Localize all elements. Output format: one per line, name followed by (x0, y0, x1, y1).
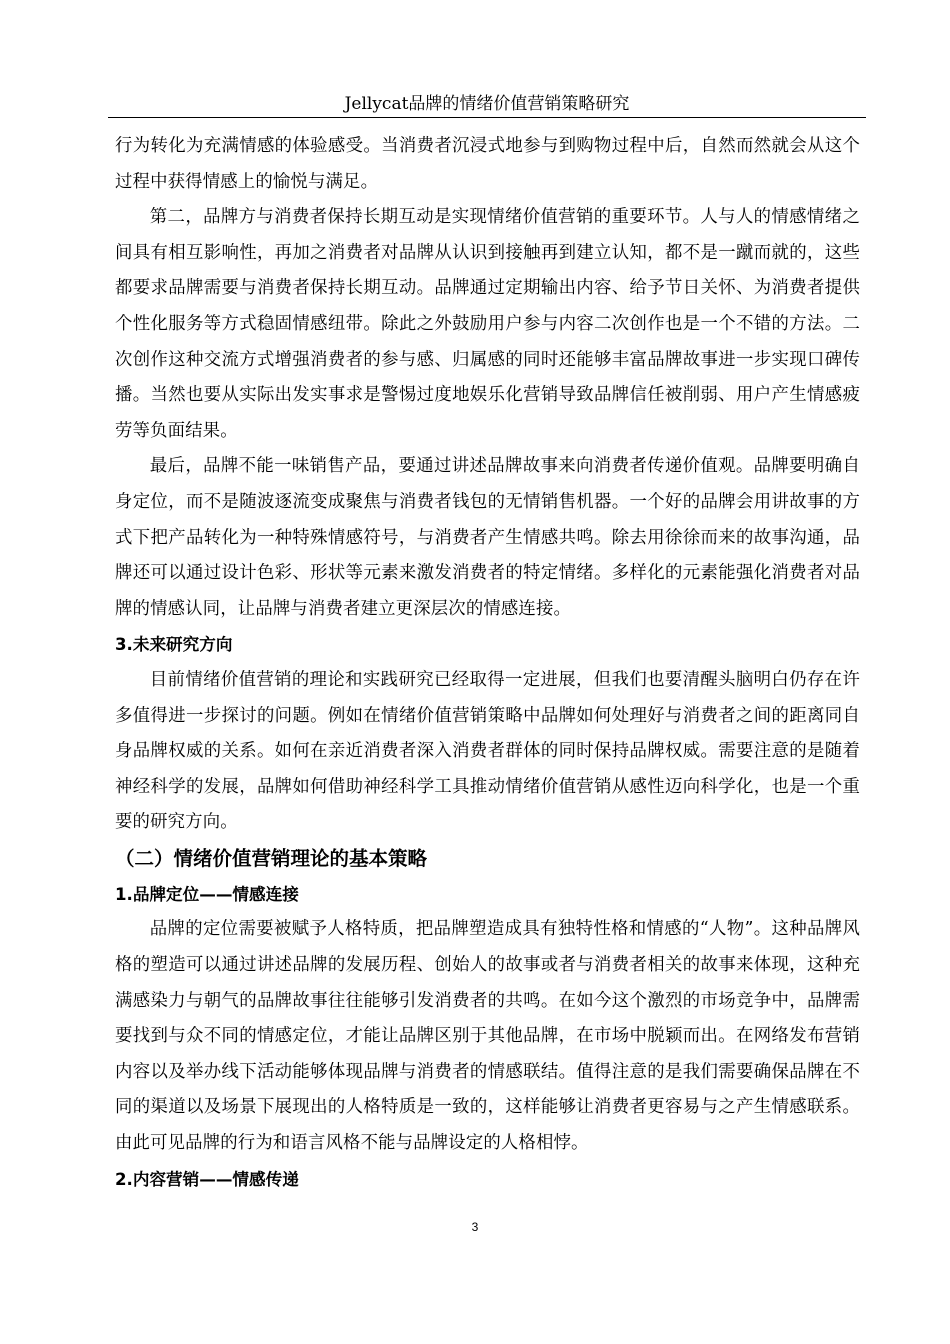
section-heading-basic-strategies: （二）情绪价值营销理论的基本策略 (115, 846, 428, 870)
body-paragraph-continuation: 行为转化为充满情感的体验感受。当消费者沉浸式地参与到购物过程中后，自然而然就会从这个过程中获得情感上的愉悦与满足。 (115, 136, 860, 192)
body-paragraph-brand-story: 最后，品牌不能一味销售产品，要通过讲述品牌故事来向消费者传递价值观。品牌要明确自身定位，而不是随波逐流变成聚焦与消费者钱包的无情销售机器。一个好的品牌会用讲故事的方式下把产品转化为一种特殊情感符号，与消费者产生情感共鸣。除去用徐徐而来的故事沟通，品牌还可以通过设计色彩、形状等元素来激发消费者的特定情绪。多样化的元素能强化消费者对品牌的情感认同，让品牌与消费者建立更深层次的情感连接。 (115, 456, 860, 619)
body-paragraph-long-term-interaction: 第二，品牌方与消费者保持长期互动是实现情绪价值营销的重要环节。人与人的情感情绪之间具有相互影响性，再加之消费者对品牌从认识到接触再到建立认知，都不是一蹴而就的，这些都要求品牌需要与消费者保持长期互动。品牌通过定期输出内容、给予节日关怀、为消费者提供个性化服务等方式稳固情感纽带。除此之外鼓励用户参与内容二次创作也是一个不错的方法。二次创作这种交流方式增强消费者的参与感、归属感的同时还能够丰富品牌故事进一步实现口碑传播。当然也要从实际出发实事求是警惕过度地娱乐化营销导致品牌信任被削弱、用户产生情感疲劳等负面结果。 (115, 207, 860, 441)
subheading-future-research: 3.未来研究方向 (115, 635, 233, 655)
body-paragraph-future-research: 目前情绪价值营销的理论和实践研究已经取得一定进展，但我们也要清醒头脑明白仍存在许多值得进一步探讨的问题。例如在情绪价值营销策略中品牌如何处理好与消费者之间的距离同自身品牌权威的关系。如何在亲近消费者深入消费者群体的同时保持品牌权威。需要注意的是随着神经科学的发展，品牌如何借助神经科学工具推动情绪价值营销从感性迈向科学化，也是一个重要的研究方向。 (115, 669, 860, 833)
running-header: Jellycat品牌的情绪价值营销策略研究 (344, 94, 630, 114)
body-paragraph-brand-positioning: 品牌的定位需要被赋予人格特质，把品牌塑造成具有独特性格和情感的“人物”。这种品牌风格的塑造可以通过讲述品牌的发展历程、创始人的故事或者与消费者相关的故事来体现，这种充满感染力与朝气的品牌故事往往能够引发消费者的共鸣。在如今这个激烈的市场竞争中，品牌需要找到与众不同的情感定位，才能让品牌区别于其他品牌，在市场中脱颖而出。在网络发布营销内容以及举办线下活动能够体现品牌与消费者的情感联结。值得注意的是我们需要确保品牌在不同的渠道以及场景下展现出的人格特质是一致的，这样能够让消费者更容易与之产生情感联系。由此可见品牌的行为和语言风格不能与品牌设定的人格相悖。 (115, 919, 860, 1154)
document-body (115, 129, 860, 1197)
page-number: 3 (471, 1220, 479, 1234)
header-divider (108, 117, 866, 118)
subheading-content-marketing: 2.内容营销——情感传递 (115, 1169, 299, 1189)
subheading-brand-positioning: 1.品牌定位——情感连接 (115, 884, 299, 904)
